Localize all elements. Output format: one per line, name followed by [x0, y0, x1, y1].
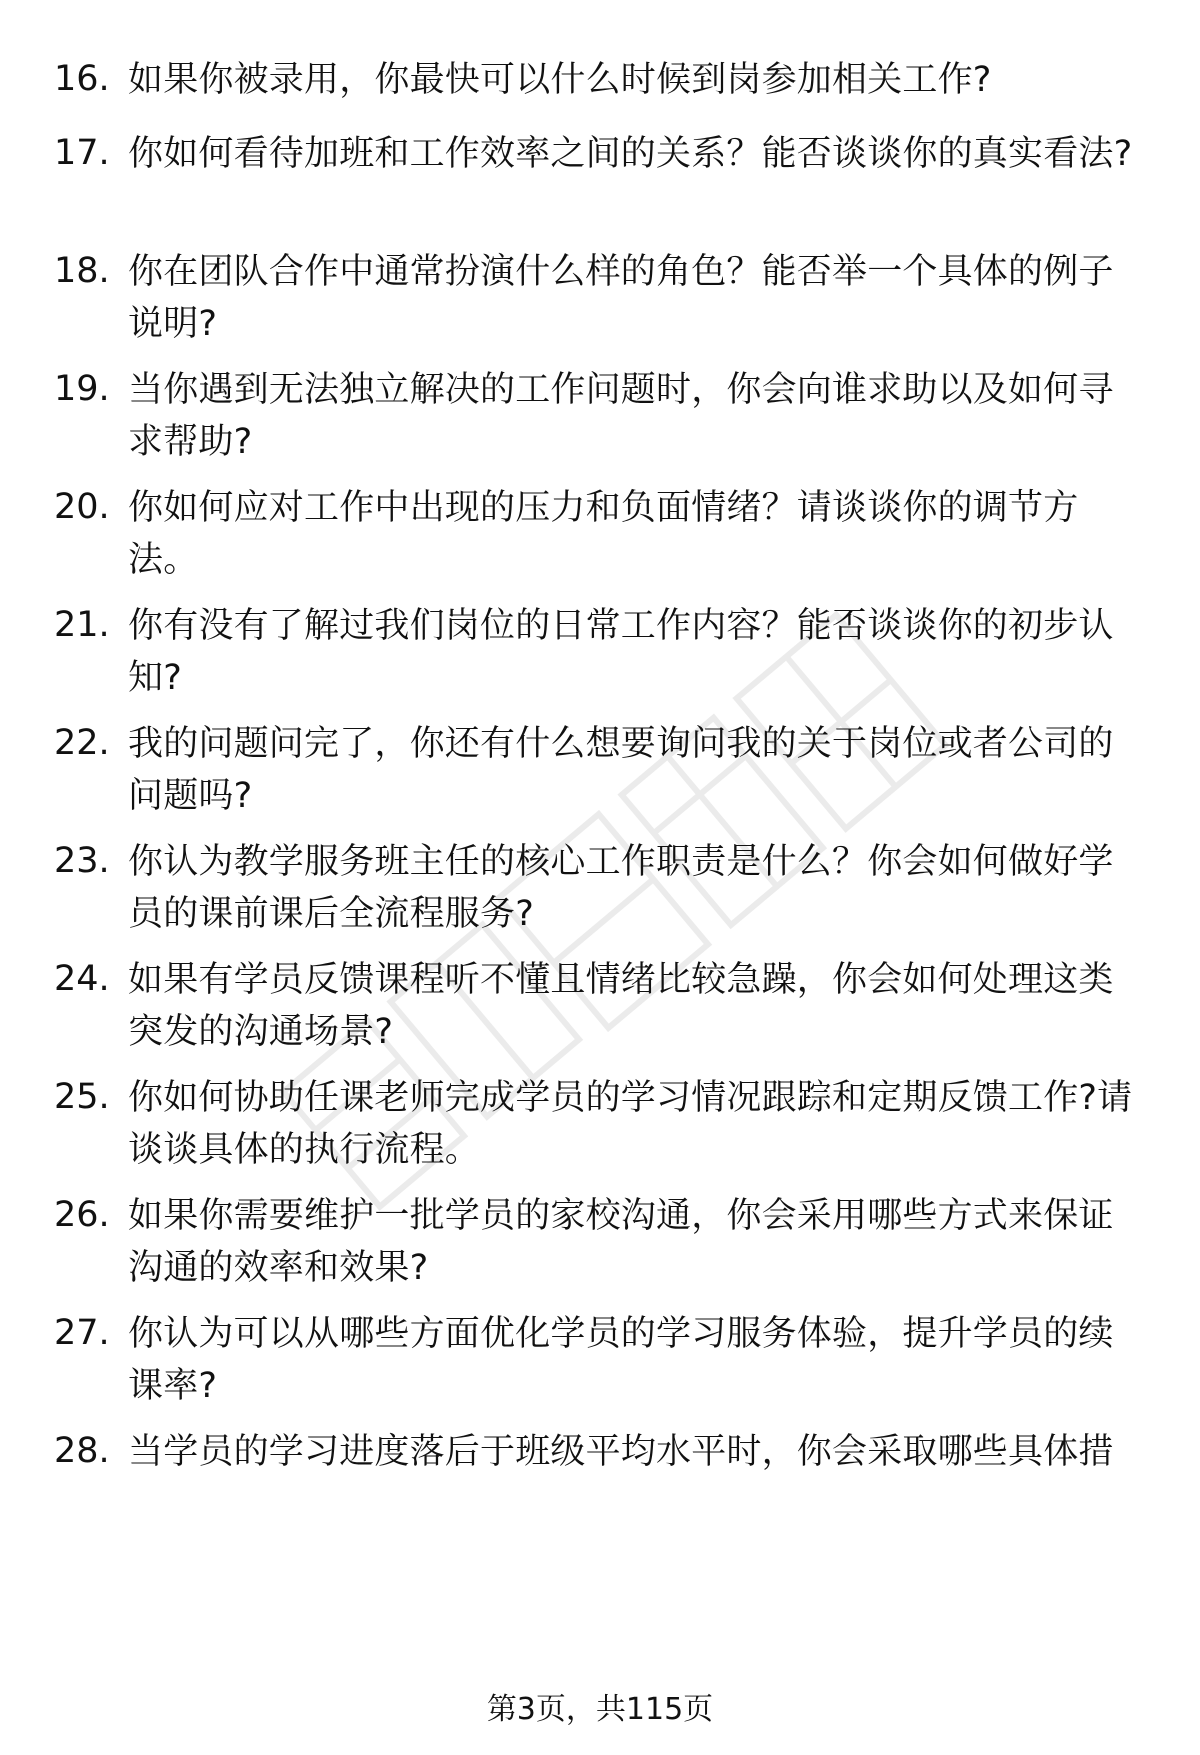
question-text: 你如何应对工作中出现的压力和负面情绪？请谈谈你的调节方法。 — [128, 488, 1079, 580]
page-number-label: 第3页，共115页 — [486, 1692, 714, 1727]
question-number: 17. — [54, 133, 110, 173]
question-number: 20. — [54, 487, 110, 527]
question-text: 你认为可以从哪些方面优化学员的学习服务体验，提升学员的续课率? — [128, 1314, 1114, 1406]
question-number: 22. — [54, 723, 110, 763]
question-text: 我的问题问完了，你还有什么想要询问我的关于岗位或者公司的问题吗? — [128, 724, 1114, 816]
question-number: 25. — [54, 1077, 110, 1117]
question-number: 26. — [54, 1195, 110, 1235]
question-text: 当学员的学习进度落后于班级平均水平时，你会采取哪些具体措 — [128, 1432, 1114, 1472]
question-number: 18. — [54, 251, 110, 291]
question-number: 27. — [54, 1313, 110, 1353]
question-text: 如果你被录用，你最快可以什么时候到岗参加相关工作? — [128, 60, 992, 100]
question-number: 28. — [54, 1431, 110, 1471]
page-footer — [0, 1690, 1200, 1730]
question-number: 24. — [54, 959, 110, 999]
question-text: 当你遇到无法独立解决的工作问题时，你会向谁求助以及如何寻求帮助? — [128, 370, 1114, 462]
question-text: 你如何看待加班和工作效率之间的关系？能否谈谈你的真实看法? — [128, 134, 1133, 174]
question-text: 你如何协助任课老师完成学员的学习情况跟踪和定期反馈工作?请谈谈具体的执行流程。 — [128, 1078, 1133, 1170]
question-text: 如果有学员反馈课程听不懂且情绪比较急躁，你会如何处理这类突发的沟通场景? — [128, 960, 1114, 1052]
question-text: 你认为教学服务班主任的核心工作职责是什么？你会如何做好学员的课前课后全流程服务? — [128, 842, 1114, 934]
question-text: 你在团队合作中通常扮演什么样的角色？能否举一个具体的例子说明? — [128, 252, 1114, 344]
question-text: 你有没有了解过我们岗位的日常工作内容？能否谈谈你的初步认知? — [128, 606, 1114, 698]
question-number: 23. — [54, 841, 110, 881]
question-number: 16. — [54, 59, 110, 99]
question-number: 19. — [54, 369, 110, 409]
question-text: 如果你需要维护一批学员的家校沟通，你会采用哪些方式来保证沟通的效率和效果? — [128, 1196, 1114, 1288]
question-number: 21. — [54, 605, 110, 645]
